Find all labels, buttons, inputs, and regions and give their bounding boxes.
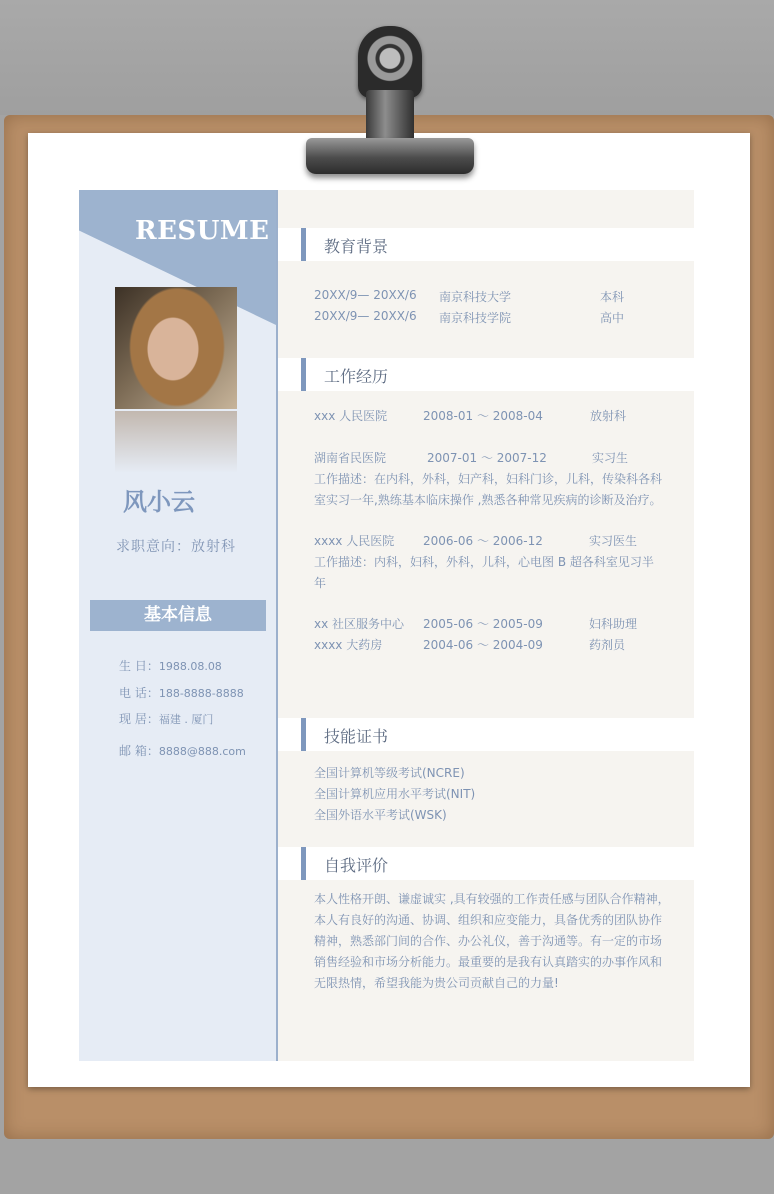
job-org: xxxx 人民医院 (314, 534, 395, 548)
basic-info-heading: 基本信息 (90, 600, 266, 631)
residence-label: 现 居： (119, 712, 159, 726)
resume-main (278, 190, 694, 1061)
info-email (119, 742, 246, 759)
resume-title: RESUME (135, 216, 270, 246)
email-value: 8888@888.com (158, 745, 246, 758)
self-eval-heading: 自我评价 (324, 856, 389, 875)
skills-heading: 技能证书 (324, 727, 389, 746)
self-eval-text (314, 889, 676, 994)
job-role: 妇科助理 (589, 617, 638, 631)
email-label: 邮 箱： (119, 744, 159, 758)
education-school: 南京科技学院 (439, 311, 512, 325)
birth-label: 生 日： (119, 659, 159, 673)
section-marker (301, 847, 306, 880)
self-eval-line: 本人有良好的沟通、协调、组织和应变能力，具备优秀的团队协作 (314, 913, 663, 927)
education-period: 20XX/9— 20XX/6 (314, 309, 417, 323)
job-description: 工作描述：内科，妇科，外科，儿科，心电图 B 超各科室见习半 (314, 555, 654, 569)
education-degree: 高中 (600, 311, 625, 325)
self-eval-line: 本人性格开朗、谦虚诚实 ,具有较强的工作责任感与团队合作精神， (314, 892, 670, 906)
skill-item: 全国外语水平考试(WSK) (314, 808, 447, 822)
self-eval-line: 销售经验和市场分析能力。最重要的是我有认真踏实的办事作风和 (314, 955, 663, 969)
job-description: 工作描述：在内科，外科，妇产科，妇科门诊，儿科，传染科各科 (314, 472, 663, 486)
info-birth (119, 657, 222, 674)
self-eval-line: 无限热情，希望我能为贵公司贡献自己的力量! (314, 976, 559, 990)
work-heading: 工作经历 (324, 367, 389, 386)
skills-header (278, 718, 694, 751)
education-degree: 本科 (600, 290, 625, 304)
photo-reflection (115, 411, 237, 473)
phone-value: 188-8888-8888 (158, 687, 244, 700)
self-eval-line: 精神，熟悉部门间的合作、办公礼仪，善于沟通等。有一定的市场 (314, 934, 663, 948)
section-marker (301, 358, 306, 391)
binder-clip-neck (366, 90, 414, 145)
education-period: 20XX/9— 20XX/6 (314, 288, 417, 302)
resume-sidebar (79, 190, 278, 1061)
binder-clip-icon (306, 138, 474, 174)
job-role: 实习医生 (589, 534, 638, 548)
job-description: 年 (314, 576, 327, 590)
profile-photo (115, 287, 237, 409)
job-intent: 求职意向：放射科 (116, 539, 236, 555)
birth-value: 1988.08.08 (158, 660, 222, 673)
skill-item: 全国计算机等级考试(NCRE) (314, 766, 465, 780)
section-marker (301, 718, 306, 751)
job-period: 2006-06 ～ 2006-12 (423, 534, 543, 548)
job-org: xx 社区服务中心 (314, 617, 405, 631)
job-description: 室实习一年,熟练基本临床操作 ,熟悉各种常见疾病的诊断及治疗。 (314, 493, 662, 507)
education-heading: 教育背景 (324, 237, 389, 256)
job-period: 2004-06 ～ 2004-09 (423, 638, 543, 652)
education-header (278, 228, 694, 261)
job-org: 湖南省民医院 (314, 451, 387, 465)
job-period: 2007-01 ～ 2007-12 (427, 451, 547, 465)
job-role: 实习生 (592, 451, 629, 465)
job-period: 2005-06 ～ 2005-09 (423, 617, 543, 631)
binder-clip-ring (358, 26, 422, 98)
job-role: 药剂员 (589, 638, 626, 652)
job-org: xxx 人民医院 (314, 409, 388, 423)
info-residence (119, 710, 213, 727)
education-school: 南京科技大学 (439, 290, 512, 304)
phone-label: 电 话： (119, 686, 159, 700)
job-period: 2008-01 ～ 2008-04 (423, 409, 543, 423)
self-eval-header (278, 847, 694, 880)
candidate-name: 风小云 (123, 488, 195, 516)
job-role: 放射科 (590, 409, 627, 423)
info-phone (119, 684, 244, 701)
skill-item: 全国计算机应用水平考试(NIT) (314, 787, 476, 801)
section-marker (301, 228, 306, 261)
residence-value: 福建 . 厦门 (158, 713, 214, 726)
job-org: xxxx 大药房 (314, 638, 383, 652)
work-header (278, 358, 694, 391)
